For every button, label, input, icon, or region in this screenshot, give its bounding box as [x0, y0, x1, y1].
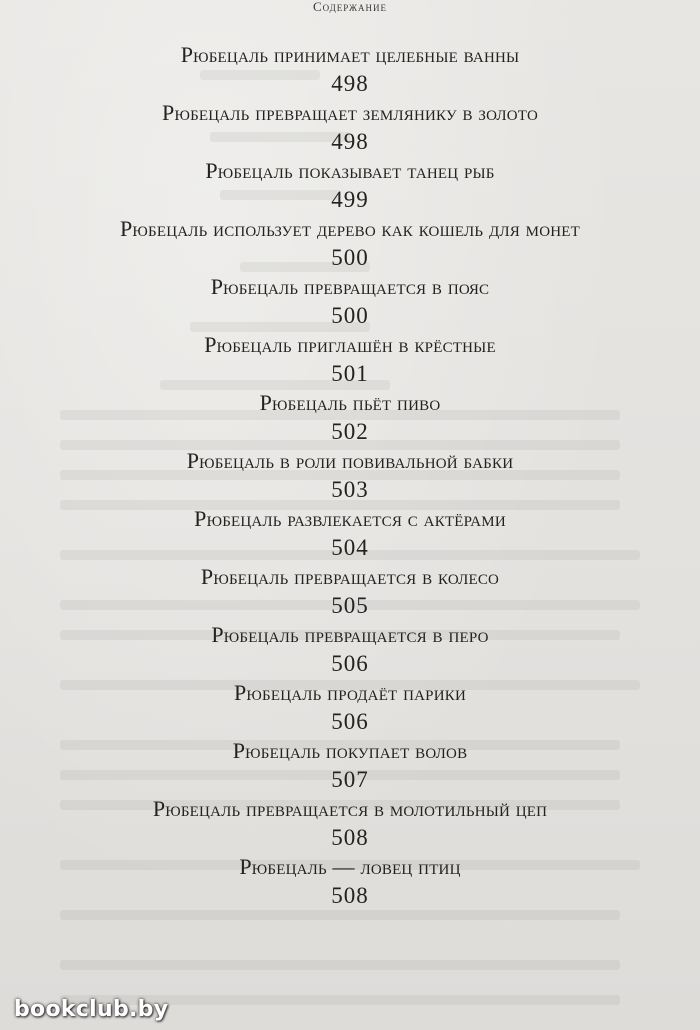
toc-entry — [0, 214, 700, 272]
toc-entry — [0, 852, 700, 910]
toc-entry-page: 507 — [331, 767, 369, 792]
toc-entry-title: Рюбецаль покупает волов — [232, 738, 468, 763]
toc-entry — [0, 446, 700, 504]
toc-entry-page: 499 — [331, 187, 369, 212]
toc-entry — [0, 40, 700, 98]
toc-entry-page: 498 — [331, 129, 369, 154]
toc-entry-page: 508 — [331, 825, 369, 850]
toc-entry — [0, 794, 700, 852]
toc-entry-title: Рюбецаль — ловец птиц — [239, 854, 461, 879]
toc-entry-title: Рюбецаль пьёт пиво — [259, 390, 441, 415]
toc-entry-title: Рюбецаль в роли повивальной бабки — [186, 448, 514, 473]
toc-entry — [0, 620, 700, 678]
toc-entry — [0, 562, 700, 620]
toc-entry — [0, 504, 700, 562]
toc-entry-title: Рюбецаль приглашён в крёстные — [204, 332, 496, 357]
toc-entry-page: 502 — [331, 419, 369, 444]
toc-entry-title: Рюбецаль развлекается с актёрами — [194, 506, 506, 531]
toc-entry-page: 506 — [331, 651, 369, 676]
toc-entry-title: Рюбецаль использует дерево как кошель для монет — [119, 216, 580, 241]
toc-entry-page: 503 — [331, 477, 369, 502]
toc-entry — [0, 330, 700, 388]
toc-entry-title: Рюбецаль превращает землянику в золото — [162, 100, 538, 125]
toc-entry — [0, 156, 700, 214]
toc-entry-title: Рюбецаль превращается в колесо — [200, 564, 500, 589]
toc-entry-page: 498 — [331, 71, 369, 96]
toc-entry-title: Рюбецаль принимает целебные ванны — [180, 42, 520, 67]
toc-entry-title: Рюбецаль превращается в молотильный цеп — [152, 796, 548, 821]
toc-entry — [0, 678, 700, 736]
toc-entry-title: Рюбецаль показывает танец рыб — [205, 158, 495, 183]
toc-entry-page: 500 — [331, 303, 369, 328]
table-of-contents — [0, 40, 700, 910]
toc-entry — [0, 736, 700, 794]
toc-entry-page: 504 — [331, 535, 369, 560]
running-header: Содержание — [312, 0, 388, 14]
toc-entry-page: 506 — [331, 709, 369, 734]
toc-entry-title: Рюбецаль превращается в перо — [211, 622, 489, 647]
toc-entry — [0, 272, 700, 330]
site-watermark: bookclub.by — [14, 997, 169, 1022]
toc-entry — [0, 98, 700, 156]
toc-entry-page: 500 — [331, 245, 369, 270]
toc-entry-page: 501 — [331, 361, 369, 386]
toc-entry-page: 505 — [331, 593, 369, 618]
toc-entry-page: 508 — [331, 883, 369, 908]
toc-entry — [0, 388, 700, 446]
toc-entry-title: Рюбецаль превращается в пояс — [210, 274, 490, 299]
toc-entry-title: Рюбецаль продаёт парики — [234, 680, 466, 705]
